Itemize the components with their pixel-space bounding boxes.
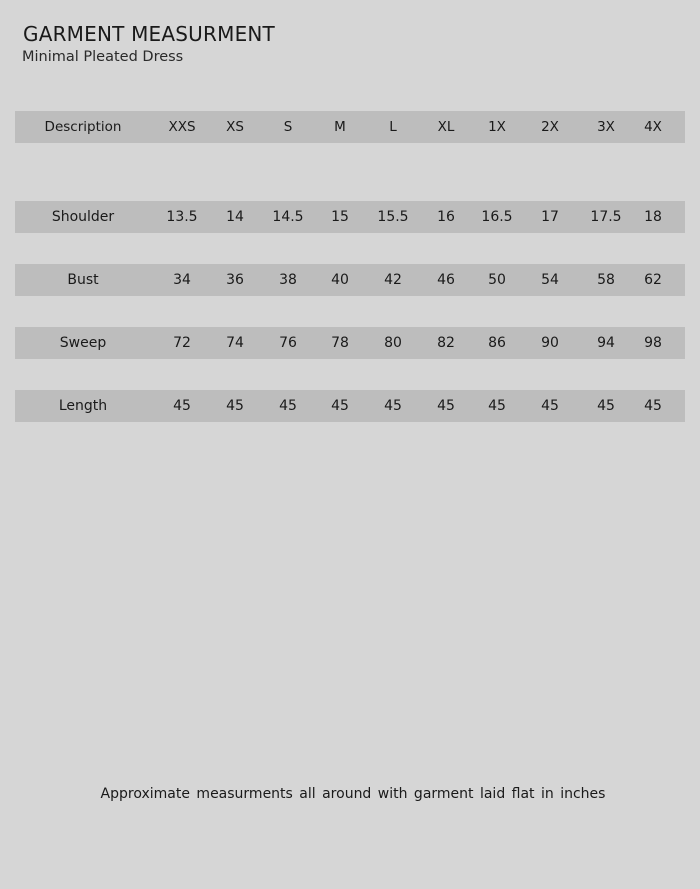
row-label: Shoulder — [51, 209, 115, 225]
column-header: S — [283, 119, 293, 135]
table-cell: 98 — [644, 335, 662, 351]
table-cell: 45 — [541, 398, 559, 414]
table-cell: 72 — [173, 335, 191, 351]
table-cell: 74 — [226, 335, 244, 351]
column-header: L — [389, 119, 397, 135]
row-label: Sweep — [59, 335, 107, 351]
row-label: Bust — [67, 272, 99, 288]
row-label: Length — [58, 398, 108, 414]
table-row — [15, 390, 685, 422]
table-cell: 58 — [597, 272, 615, 288]
table-cell: 34 — [173, 272, 191, 288]
table-cell: 16 — [437, 209, 455, 225]
table-cell: 45 — [226, 398, 244, 414]
column-header: 2X — [541, 119, 559, 135]
table-cell: 18 — [644, 209, 662, 225]
table-cell: 13.5 — [166, 209, 198, 225]
product-name: Minimal Pleated Dress — [22, 49, 184, 65]
table-cell: 15.5 — [377, 209, 409, 225]
table-cell: 62 — [644, 272, 662, 288]
table-cell: 45 — [384, 398, 402, 414]
table-cell: 86 — [488, 335, 506, 351]
table-row — [15, 201, 685, 233]
table-cell: 45 — [488, 398, 506, 414]
table-cell: 78 — [331, 335, 349, 351]
column-header: XXS — [168, 119, 196, 135]
table-cell: 80 — [384, 335, 402, 351]
table-cell: 17 — [541, 209, 559, 225]
measurement-note: Approximate measurments all around with garment laid flat in inches — [100, 786, 606, 802]
column-header: XL — [437, 119, 455, 135]
table-cell: 90 — [541, 335, 559, 351]
table-cell: 38 — [279, 272, 297, 288]
table-cell: 45 — [331, 398, 349, 414]
table-cell: 82 — [437, 335, 455, 351]
page-title: GARMENT MEASURMENT — [23, 22, 275, 46]
table-cell: 45 — [644, 398, 662, 414]
table-cell: 54 — [541, 272, 559, 288]
table-cell: 45 — [279, 398, 297, 414]
column-header: Description — [44, 119, 122, 135]
table-cell: 50 — [488, 272, 506, 288]
table-cell: 15 — [331, 209, 349, 225]
table-cell: 45 — [597, 398, 615, 414]
table-header-row — [15, 111, 685, 143]
table-cell: 40 — [331, 272, 349, 288]
column-header: 1X — [488, 119, 506, 135]
table-cell: 76 — [279, 335, 297, 351]
table-cell: 45 — [173, 398, 191, 414]
table-cell: 14 — [226, 209, 244, 225]
table-cell: 16.5 — [481, 209, 513, 225]
column-header: 3X — [597, 119, 615, 135]
table-cell: 14.5 — [272, 209, 304, 225]
column-header: XS — [226, 119, 244, 135]
table-cell: 17.5 — [590, 209, 622, 225]
table-cell: 94 — [597, 335, 615, 351]
table-cell: 36 — [226, 272, 244, 288]
table-cell: 42 — [384, 272, 402, 288]
table-row — [15, 264, 685, 296]
table-cell: 46 — [437, 272, 455, 288]
column-header: M — [334, 119, 346, 135]
table-row — [15, 327, 685, 359]
table-cell: 45 — [437, 398, 455, 414]
column-header: 4X — [644, 119, 662, 135]
